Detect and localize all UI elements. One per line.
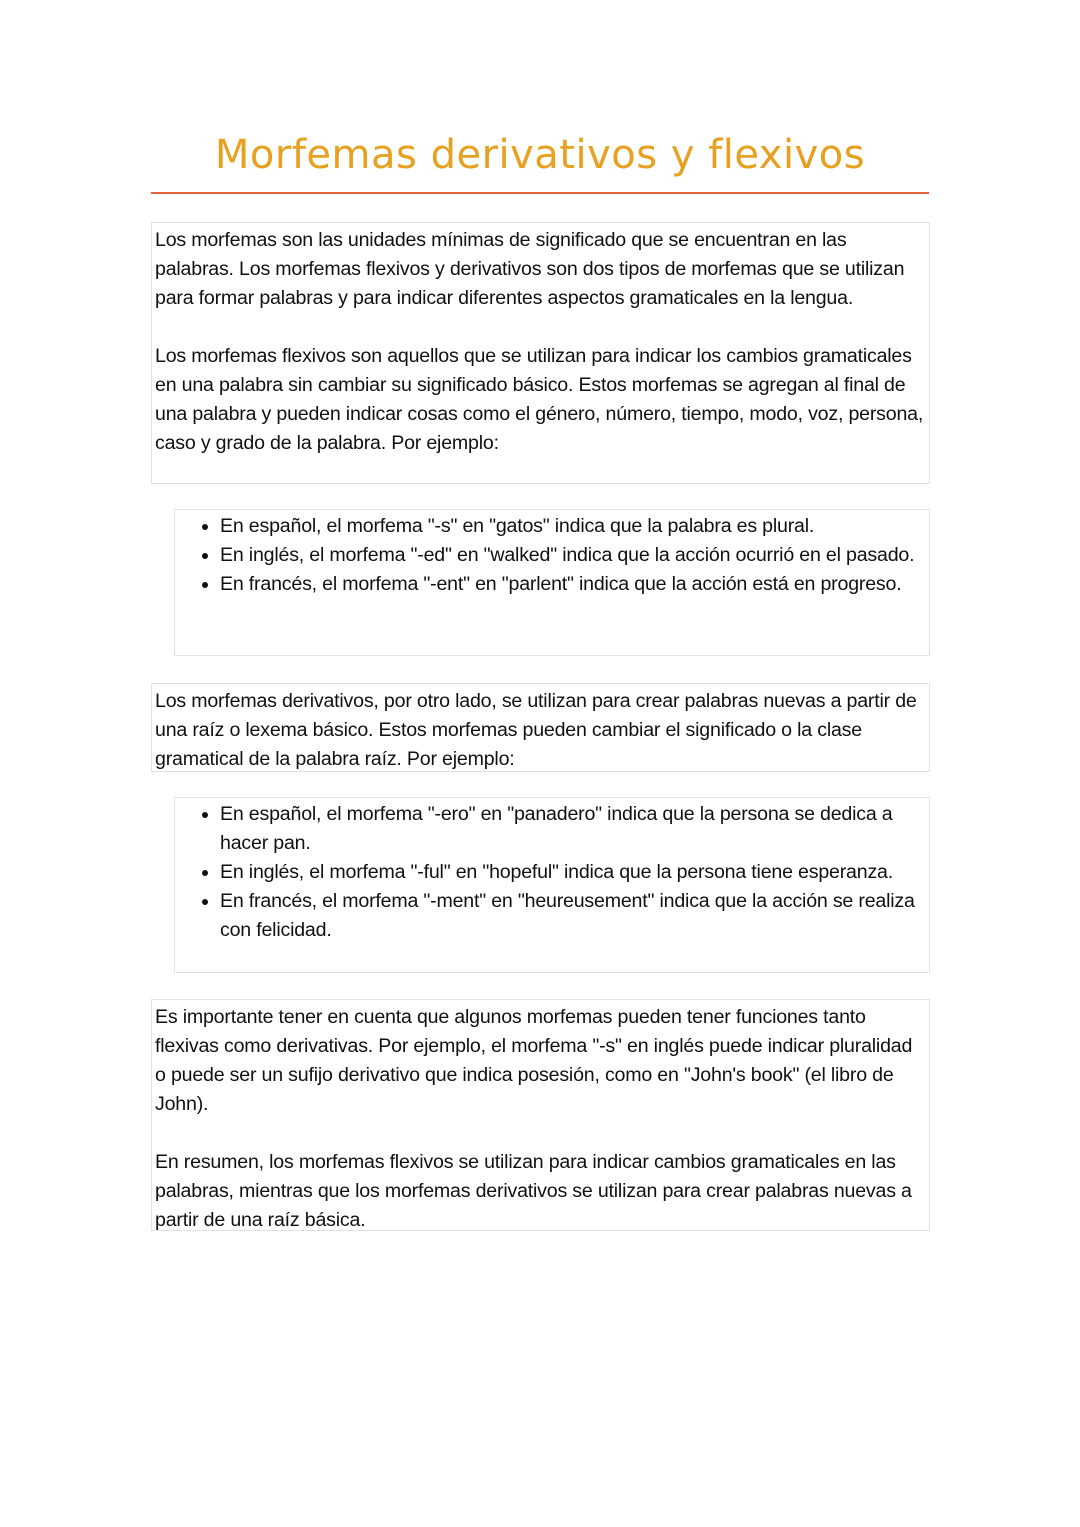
derivative-examples-list — [174, 797, 930, 973]
list-item: • En español, el morfema "-ero" en "panadero" indica que la persona se dedica a hacer pan. — [220, 800, 926, 858]
paragraph: Los morfemas derivativos, por otro lado, se utilizan para crear palabras nuevas a partir de una raíz o lexema básico. Estos morfemas pueden cambiar el significado o la clase gramatical de la palabra raíz. Por ejemplo: — [155, 690, 917, 770]
list-item: • En inglés, el morfema "-ful" en "hopeful" indica que la persona tiene esperanza. — [220, 858, 926, 887]
flexive-examples-list — [174, 509, 930, 656]
paragraph: Es importante tener en cuenta que algunos morfemas pueden tener funciones tanto flexivas como derivativas. Por ejemplo, el morfema "-s" en inglés puede indicar pluralidad o puede ser un sufijo derivativo que indica posesión, como en "John's book" (el libro de John). — [155, 1006, 913, 1115]
paragraph: En resumen, los morfemas flexivos se utilizan para indicar cambios gramaticales en las palabras, mientras que los morfemas derivativos se utilizan para crear palabras nuevas a partir de una raíz básica. — [155, 1151, 912, 1231]
conclusion-section — [151, 999, 930, 1231]
page-title: Morfemas derivativos y flexivos — [214, 132, 866, 178]
list-item: • En inglés, el morfema "-ed" en "walked" indica que la acción ocurrió en el pasado. — [220, 541, 926, 570]
paragraph: Los morfemas son las unidades mínimas de significado que se encuentran en las palabras. Los morfemas flexivos y derivativos son dos tipos de morfemas que se utilizan para formar palabras y para indicar diferentes aspectos gramaticales en la lengua. — [155, 229, 905, 309]
title-underline — [151, 192, 929, 194]
list-item: • En francés, el morfema "-ent" en "parlent" indica que la acción está en progreso. — [220, 570, 926, 599]
paragraph: Los morfemas flexivos son aquellos que se utilizan para indicar los cambios gramaticales en una palabra sin cambiar su significado básico. Estos morfemas se agregan al final de una palabra y pueden indicar cosas como el género, número, tiempo, modo, voz, persona, caso y grado de la palabra. Por ejemplo: — [155, 345, 924, 454]
intro-section — [151, 222, 930, 484]
derivative-intro-section — [151, 683, 930, 772]
list-item: • En español, el morfema "-s" en "gatos" indica que la palabra es plural. — [220, 512, 926, 541]
list-item: • En francés, el morfema "-ment" en "heureusement" indica que la acción se realiza con felicidad. — [220, 887, 926, 945]
